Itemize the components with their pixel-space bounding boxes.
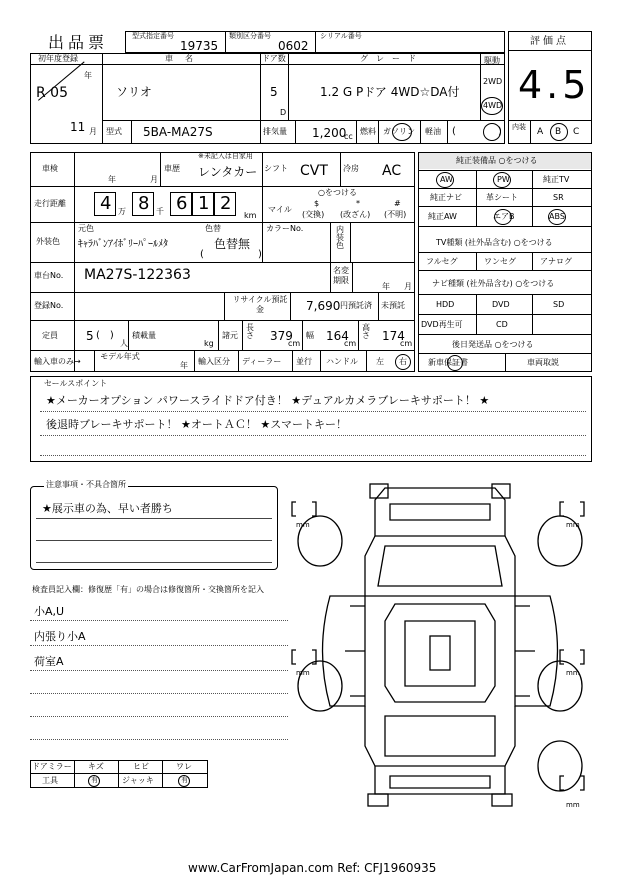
interior-color-label: 内装色 <box>336 225 344 250</box>
shaken-month: 月 <box>150 175 158 184</box>
serial-label: シリアル番号 <box>320 32 362 40</box>
recycle-label: リサイクル預託金 <box>232 295 288 314</box>
use-note: ※未記入は自家用 <box>198 152 253 160</box>
later-warranty: 新車保証書 <box>428 358 468 367</box>
fuel-value: ガソリン <box>383 127 415 136</box>
shift-value: CVT <box>300 163 328 179</box>
import-label: 輸入車のみ→ <box>34 357 81 366</box>
use-label: 車歴 <box>164 164 180 173</box>
model-year-unit: 年 <box>180 361 188 370</box>
inspector-label: 検査員記入欄：修復歴「有」の場合は修復箇所・交換箇所を記入 <box>32 585 264 594</box>
shaken-label: 車検 <box>42 164 58 173</box>
mileage-label: 走行距離 <box>34 199 66 208</box>
mileage-d4: 1 <box>198 193 210 214</box>
capacity-value: 5 <box>86 329 94 343</box>
mileage-d5: 2 <box>220 193 232 214</box>
height-value: 174 <box>382 329 405 343</box>
tv-fullseg: フルセグ <box>426 257 458 266</box>
sales-line2: 後退時ブレーキサポート！ ★オートＡＣ！ ★スマートキー！ <box>46 418 348 431</box>
sales-label: セールスポイント <box>44 379 108 388</box>
displacement-unit: cc <box>344 132 353 141</box>
handle-label: ハンドル <box>326 357 358 366</box>
fuel-label: 燃料 <box>360 127 376 136</box>
car-name: ソリオ <box>116 85 152 99</box>
car-name-label: 車名 <box>165 54 205 63</box>
equip-aw: AW <box>440 175 453 184</box>
tire-rr-unit: mm <box>566 669 580 677</box>
equip-pw: PW <box>497 175 510 184</box>
recycle-value: 7,690 <box>306 299 341 313</box>
sheet-title: 出品票 <box>48 33 109 52</box>
load-label: 積載量 <box>132 331 156 340</box>
import-parallel: 並行 <box>296 357 312 366</box>
tire-fl-unit: mm <box>296 521 310 529</box>
tools-h3: ヒビ <box>133 762 149 771</box>
nc-month: 月 <box>404 282 412 291</box>
tools-r1v-circle <box>88 775 100 787</box>
model-year-label: モデル年式 <box>100 352 140 361</box>
month-unit: 月 <box>89 127 97 136</box>
chassis-label: 車台No. <box>34 271 64 280</box>
tools-h1: ドアミラー <box>32 762 72 771</box>
car-diagram <box>290 476 590 816</box>
tools-r2v-circle <box>178 775 190 787</box>
length-unit: cm <box>288 339 301 348</box>
handle-left: 左 <box>376 357 384 366</box>
meter-note: ○をつける <box>318 188 357 197</box>
mileage-unit: km <box>244 211 257 220</box>
color-change-label: 色替 <box>205 224 221 233</box>
displacement-value: 1,200 <box>312 126 347 140</box>
grade-value: 1.2 G Pドア 4WD☆DA付 <box>320 85 460 99</box>
equip-aw-circle <box>436 172 454 188</box>
inspector-line3: 荷室A <box>34 655 64 668</box>
dims-label: 諸元 <box>222 331 238 340</box>
import-cat-label: 輸入区分 <box>198 357 230 366</box>
navi-cd: CD <box>496 320 508 329</box>
mileage-d2: 8 <box>138 193 150 214</box>
meter-opt1: (交換) <box>302 210 325 219</box>
ac-value: AC <box>382 163 402 179</box>
meter-opt2: (改ざん) <box>340 210 371 219</box>
door-label: ドア数 <box>262 54 286 63</box>
mileage-d3: 6 <box>176 193 188 214</box>
meter-opt1-sym: $ <box>314 199 320 208</box>
orig-color-value: ｷｬﾗﾊﾞﾝｱｲﾎﾞﾘｰﾊﾟｰﾙﾒﾀ <box>78 239 168 250</box>
shift-label: シフト <box>264 164 288 173</box>
later-label: 後日発送品 ○をつける <box>452 340 534 349</box>
katashiki-label: 型式指定番号 <box>132 32 174 40</box>
interior-b-circle <box>550 123 568 141</box>
ruibetsu-label: 類別区分番号 <box>229 32 271 40</box>
navi-label: ナビ種類 (社外品含む) ○をつける <box>432 279 555 288</box>
tv-analog: アナログ <box>540 257 572 266</box>
drive-4wd-circle <box>481 97 503 115</box>
equip-leather: 革シート <box>486 193 518 202</box>
tools-h2: キズ <box>88 762 104 771</box>
equip-airbag-circle <box>494 209 512 225</box>
interior-b: B <box>555 127 562 137</box>
recycle-unpaid: 未預託 <box>381 301 405 310</box>
orig-color-label: 元色 <box>78 224 94 233</box>
width-value: 164 <box>326 329 349 343</box>
tv-oneseg: ワンセグ <box>484 257 516 266</box>
color-change-value: 色替無 <box>214 237 251 251</box>
tire-rl-unit: mm <box>296 669 310 677</box>
recycle-unit: 円預託済 <box>340 301 372 310</box>
reg-label: 登録No. <box>34 301 64 310</box>
first-reg-month: 11 <box>70 120 86 134</box>
equip-genuine-aw: 純正AW <box>428 212 457 221</box>
first-reg-label: 初年度登録 <box>38 54 78 63</box>
mileage-sen: 千 <box>156 207 164 216</box>
equip-tv: 純正TV <box>543 175 570 184</box>
interior-label: 内装 <box>512 123 526 131</box>
drive-4wd: 4WD <box>483 101 503 110</box>
mileage-d1: 4 <box>100 193 112 214</box>
equip-abs-circle <box>548 209 566 225</box>
equip-pw-circle <box>493 172 511 188</box>
width-unit: cm <box>344 339 357 348</box>
notes-line1: ★展示車の為、早い者勝ち <box>42 502 173 515</box>
footer-ref: www.CarFromJapan.com Ref: CFJ1960935 <box>188 861 437 875</box>
handle-right: 右 <box>399 357 407 366</box>
nc-year: 年 <box>382 282 390 291</box>
diesel-circle <box>483 123 501 141</box>
navi-hdd: HDD <box>436 300 455 309</box>
import-dealer: ディーラー <box>242 357 282 366</box>
meter-label: マイル <box>268 205 292 214</box>
meter-opt2-sym: * <box>356 199 360 208</box>
tools-r2v: 有 <box>181 776 188 784</box>
use-value: レンタカー <box>198 165 258 179</box>
drive-2wd: 2WD <box>483 77 503 86</box>
notes-box <box>30 486 278 570</box>
height-label: 高さ <box>362 323 370 340</box>
tools-r2: ジャッキ <box>122 776 154 785</box>
equip-navi: 純正ナビ <box>430 193 462 202</box>
diesel-label: 軽油 <box>425 127 441 136</box>
mileage-man: 万 <box>118 207 126 216</box>
interior-c: C <box>573 127 580 137</box>
equip-abs: ABS <box>549 212 565 221</box>
genuine-label: 純正装備品 ○をつける <box>456 156 538 165</box>
model-label: 型式 <box>106 127 122 136</box>
shaken-year: 年 <box>108 175 116 184</box>
door-suffix: D <box>280 108 287 117</box>
meter-opt3-sym: # <box>394 199 401 208</box>
later-warranty-circle <box>447 355 463 371</box>
interior-a: A <box>537 127 544 137</box>
score-label: 評価点 <box>530 36 569 47</box>
fuel-circle <box>392 123 412 141</box>
capacity-label: 定員 <box>42 331 58 340</box>
model-value: 5BA-MA27S <box>143 125 213 139</box>
navi-sd: SD <box>553 300 565 309</box>
height-unit: cm <box>400 339 413 348</box>
door-value: 5 <box>270 85 278 99</box>
tools-h4: ワレ <box>176 762 192 771</box>
chassis-value: MA27S-122363 <box>84 267 191 283</box>
equip-sr: SR <box>553 193 564 202</box>
drive-label: 駆動 <box>484 56 500 65</box>
notes-label: 注意事項・不具合箇所 <box>46 480 126 489</box>
inspector-line1: 小A,U <box>34 605 65 618</box>
inspector-line2: 内張り小A <box>34 630 86 643</box>
equip-airbag: エアB <box>493 212 515 221</box>
tire-spare-unit: mm <box>566 801 580 809</box>
first-reg-year: R 05 <box>36 85 68 101</box>
grade-label: グレード <box>360 54 424 63</box>
sales-line1: ★メーカーオプション パワースライドドア付き！ ★デュアルカメラブレーキサポート！ ★ <box>46 394 490 407</box>
capacity-unit: 人 <box>120 339 128 348</box>
tire-fr-unit: mm <box>566 521 580 529</box>
tools-r1: 工具 <box>42 776 58 785</box>
ac-label: 冷房 <box>343 164 359 173</box>
color-no-label: カラーNo. <box>266 224 304 233</box>
tv-label: TV種類 (社外品含む) ○をつける <box>436 238 553 247</box>
katashiki-value: 19735 <box>180 39 219 53</box>
score-value: 4.5 <box>518 63 591 107</box>
handle-right-circle <box>395 354 411 370</box>
length-label: 長さ <box>246 323 254 340</box>
navi-dvd: DVD <box>492 300 510 309</box>
color-label: 外装色 <box>36 237 60 246</box>
year-unit: 年 <box>84 71 92 80</box>
width-label: 幅 <box>306 331 314 340</box>
meter-opt3: (不明) <box>384 210 407 219</box>
tools-r1v: 有 <box>91 776 98 784</box>
navi-dvd-play: DVD再生可 <box>421 320 463 329</box>
displacement-label: 排気量 <box>263 127 287 136</box>
ruibetsu-value: 0602 <box>278 39 309 53</box>
load-unit: kg <box>204 339 214 348</box>
name-change-label: 名変期限 <box>333 266 349 285</box>
length-value: 379 <box>270 329 293 343</box>
later-manual: 車両取説 <box>527 358 559 367</box>
